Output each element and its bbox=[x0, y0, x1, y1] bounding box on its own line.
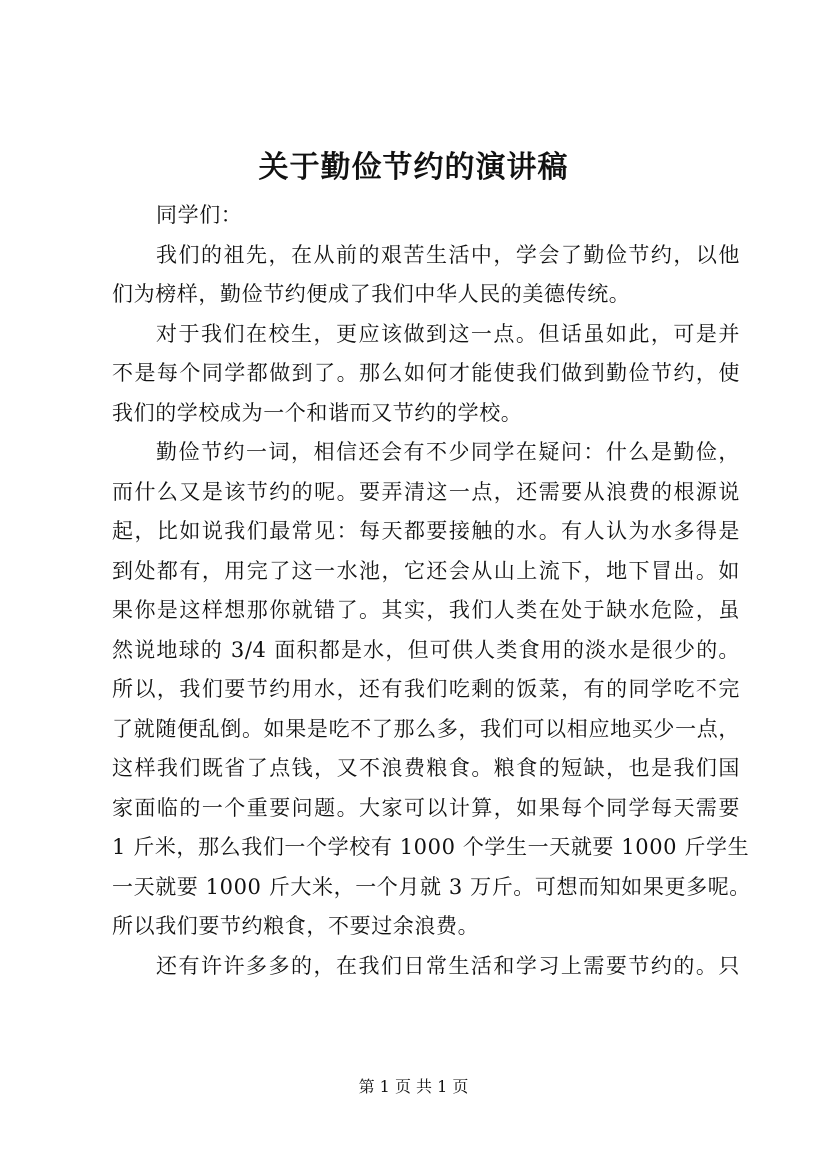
paragraph-line: 所以我们要节约粮食，不要过余浪费。 bbox=[112, 914, 480, 938]
paragraph-line: 不是每个同学都做到了。那么如何才能使我们做到勤俭节约，使 bbox=[112, 361, 740, 385]
document-body bbox=[112, 196, 751, 986]
paragraph-line: 1 斤米，那么我们一个学校有 1000 个学生一天就要 1000 斤学生 bbox=[112, 835, 750, 859]
paragraph-2 bbox=[112, 315, 740, 434]
paragraph-line: 勤俭节约一词，相信还会有不少同学在疑问：什么是勤俭， bbox=[156, 440, 740, 464]
paragraph-line: 们为榜样，勤俭节约便成了我们中华人民的美德传统。 bbox=[112, 282, 631, 306]
paragraph-line: 而什么又是该节约的呢。要弄清这一点，还需要从浪费的根源说 bbox=[112, 479, 740, 504]
page-footer: 第 1 页 共 1 页 bbox=[358, 1077, 469, 1096]
salutation-line: 同学们： bbox=[156, 203, 243, 227]
paragraph-line: 我们的祖先，在从前的艰苦生活中，学会了勤俭节约，以他 bbox=[156, 242, 740, 267]
paragraph-line: 了就随便乱倒。如果是吃不了那么多，我们可以相应地买少一点， bbox=[112, 716, 740, 741]
paragraph-line: 然说地球的 3/4 面积都是水，但可供人类食用的淡水是很少的。 bbox=[112, 637, 740, 662]
paragraph-line: 还有许许多多的，在我们日常生活和学习上需要节约的。只 bbox=[156, 953, 740, 978]
paragraph-line: 果你是这样想那你就错了。其实，我们人类在处于缺水危险，虽 bbox=[112, 598, 740, 622]
paragraph-line: 家面临的一个重要问题。大家可以计算，如果每个同学每天需要 bbox=[112, 795, 740, 820]
paragraph-4 bbox=[112, 947, 740, 987]
paragraph-line: 所以，我们要节约用水，还有我们吃剩的饭菜，有的同学吃不完 bbox=[112, 677, 740, 701]
document-title: 关于勤俭节约的演讲稿 bbox=[258, 150, 569, 185]
paragraph-3 bbox=[112, 433, 751, 947]
paragraph-1 bbox=[112, 236, 740, 315]
paragraph-line: 到处都有，用完了这一水池，它还会从山上流下，地下冒出。如 bbox=[112, 558, 740, 583]
salutation bbox=[112, 196, 740, 236]
paragraph-line: 一天就要 1000 斤大米，一个月就 3 万斤。可想而知如果更多呢。 bbox=[112, 874, 751, 899]
paragraph-line: 我们的学校成为一个和谐而又节约的学校。 bbox=[112, 400, 523, 425]
paragraph-line: 起，比如说我们最常见：每天都要接触的水。有人认为水多得是 bbox=[112, 519, 740, 543]
paragraph-line: 这样我们既省了点钱，又不浪费粮食。粮食的短缺，也是我们国 bbox=[112, 756, 740, 780]
paragraph-line: 对于我们在校生，更应该做到这一点。但话虽如此，可是并 bbox=[156, 321, 740, 346]
